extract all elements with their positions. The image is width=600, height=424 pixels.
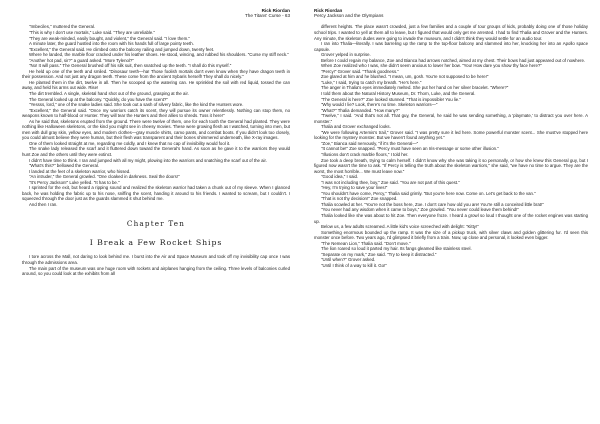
paragraph: I tore across the Mall, not daring to look behind me. I burst into the Air and Space Museum and took off my invisibility cap once I was through the admissions area. xyxy=(22,254,290,265)
paragraph: "Twelve," I said. "And that's not all. That guy, the General, he said he was sending something, a 'playmate,' to distract you over here. A monster." xyxy=(314,113,588,124)
right-page xyxy=(300,0,600,424)
paragraph: Zoe glared at him and he blushed. "I mean, um, gosh. You're not supposed to be here!" xyxy=(321,74,489,80)
paragraph: "Until I think of a way to kill it. Go!" xyxy=(321,262,387,268)
paragraph: "I was not including thee, boy," Zoe said. "You are not part of this quest." xyxy=(321,179,460,185)
paragraph: I told them about the Natural History Museum, Dr. Thorn, Luke, and the General. xyxy=(321,90,476,96)
paragraph: Before I could regain my balance, Zoe and Bianca had arrows notched, aimed at my chest. Their bows had just appeared out of nowhere. xyxy=(321,57,586,63)
paragraph: "You shouldn't have come, Percy," Thalia said grimly. "But you're here now. Come on. Let's get back to the van." xyxy=(321,190,536,196)
paragraph: The lion roared so loud it parted my hair. Its fangs gleamed like stainless steel. xyxy=(321,246,472,252)
right-header-book: Percy Jackson and the Olympians xyxy=(314,13,384,19)
paragraph: I ran into Thalia—literally. I was barreling up the ramp to the top-floor balcony and slammed into her, knocking her into an Apollo space capsule. xyxy=(314,41,588,52)
paragraph: different heights. The place wasn't crowded, just a few families and a couple of tour groups of kids, probably doing one of those holiday school trips. I wanted to yell at them all to leave, but I figured that would only get me arrested. I had to find Thalia and Grover and the Hunters. Any minute, the skeleton dudes were going to invade the museum, and I didn't think they would settle for an audio tour. xyxy=(314,24,588,41)
paragraph: "Imbeciles," muttered the General. xyxy=(29,24,96,30)
paragraph: "No! It will pass." The General brushed off his silk suit, then snatched up the teeth. "I shall do this myself." xyxy=(29,63,232,69)
paragraph: A minute later, the guard hustled into the room with his hands full of large pointy teeth. xyxy=(29,41,194,47)
paragraph: The General looked up at the balcony. "Quickly, do you have the scent?" xyxy=(29,96,168,102)
paragraph: "An intruder," the General growled. "One cloaked in darkness. Seal the doors!" xyxy=(29,174,180,180)
paragraph: The main part of the museum was one huge room with rockets and airplanes hanging from the ceiling. Three levels of balconies curled around, so you could look at the exhibits from all xyxy=(22,265,290,277)
paragraph: "Yessss, lord," one of the snake ladies said. She took out a sash of silvery fabric, like the kind the Hunters wore. xyxy=(29,102,244,108)
right-page-header xyxy=(314,8,588,18)
paragraph: "Separate on my mark," Zoe said. "Try to keep it distracted." xyxy=(321,251,437,257)
paragraph: "You never had any wisdom when it came to boys," Zoe growled. "You never could leave them behind!" xyxy=(321,207,519,213)
paragraph: "What's this?" bellowed the General. xyxy=(29,163,100,169)
right-header-author: Rick Riordan xyxy=(314,8,343,13)
left-page-header xyxy=(22,8,290,18)
paragraph: "Another hot pad, sir?" a guard asked. "More Tylenol?" xyxy=(29,57,134,63)
paragraph: He planted them in the dirt, twelve in all. Then he scooped up the watering can. He sprinkled the soil with red liquid, tossed the can away, and held his arms out wide. Rise! xyxy=(22,79,290,91)
paragraph: "We were following Artemis's trail," Grover said. "I was pretty sure it led here. Some powerful monster scent... She must've stopped here looking for the mystery monster. But we haven't found anything yet." xyxy=(314,129,588,141)
left-header-author: Rick Riordan xyxy=(261,8,290,13)
paragraph: "The General is here?" Zoe looked stunned. "That is impossible! You lie." xyxy=(321,96,461,102)
paragraph: The dirt trembled. A single, skeletal hand shot out of the ground, grasping at the air. xyxy=(29,90,189,96)
left-header-book: The Titans' Curse - 63 xyxy=(244,13,290,19)
paragraph: I landed at the feet of a skeleton warrior, who hissed. xyxy=(29,168,131,174)
left-page-text-after-chapter xyxy=(22,254,290,276)
left-page-text-before-chapter xyxy=(22,24,290,207)
paragraph: Thalia scowled at her. "You're not the boss here, Zoe. I don't care how old you are! You're still a conceited little brat!" xyxy=(321,201,544,207)
paragraph: "It cannot be!" Zoe snapped. "Percy must have seen an Iris-message or some other illusion." xyxy=(321,146,499,152)
paragraph: Thalia looked like she was about to hit Zoe. Then everyone froze. I heard a growl so loud I thought one of the rocket engines was starting up. xyxy=(314,213,588,224)
paragraph: "Excellent," the General said. He climbed onto the balcony railing and jumped down, twenty feet. xyxy=(29,46,215,52)
paragraph: "It's Percy Jackson!" Luke yelled. "It has to be." xyxy=(29,179,120,185)
paragraph: "Good idea," I said. xyxy=(321,174,359,180)
paragraph: I didn't have time to think. I ran and jumped with all my might, plowing into the warriors and snatching the scarf out of the air. xyxy=(29,157,267,163)
paragraph: "This is why I don't use mortals," Luke said. "They are unreliable." xyxy=(29,29,156,35)
paragraph: "Illusions don't crack marble floors," I told her. xyxy=(321,151,409,157)
paragraph: "Percy!" Grover said. "Thank goodness." xyxy=(321,68,399,74)
paragraph: And then I ran. xyxy=(29,201,58,207)
paragraph: Something enormous bounded up the ramp. It was the size of a pickup truck, with silver claws and golden glittering fur. I'd seen this monster once before. Two years ago, I'd glimpsed it briefly from a train. Now, up close and personal, it looked even bigger. xyxy=(314,229,588,241)
paragraph: "Luke," I said, trying to catch my breath. "He's here." xyxy=(321,79,422,85)
chapter-title: I Break a Few Rocket Ships xyxy=(89,238,223,248)
paragraph: "Hey, I'm trying to save your lives!" xyxy=(321,185,388,191)
paragraph: "Why would I lie? Look, there's no time. Skeleton warriors—" xyxy=(321,102,438,108)
paragraph: "That is not thy decision!" Zoe snapped. xyxy=(321,196,398,202)
paragraph: I sprinted for the exit, but heard a ripping sound and realized the skeleton warrior had taken a chunk out of my sleeve. When I glanced back, he was holding the fabric up to his nose, sniffing the scent, handing it around to his friends. I wanted to scream, but I couldn't. I squeezed through the door just as the guards slammed it shut behind me. xyxy=(22,185,290,202)
paragraph: He held up one of the teeth and smiled. "Dinosaur teeth—ha! Those foolish mortals don't even know when they have dragon teeth in their possession. And not just any dragon teeth. These come from the ancient Sybaris herself! They shall do nicely." xyxy=(22,68,290,80)
paragraph: The anger in Thalia's eyes immediately melted. She put her hand on her silver bracelet. "Where?" xyxy=(321,85,509,91)
paragraph: "Zoe," Bianca said nervously, "if it's the General—" xyxy=(321,140,419,146)
paragraph: "What?" Thalia demanded. "How many?" xyxy=(321,107,400,113)
paragraph: As he said that, skeletons erupted from the ground. There were twelve of them, one for each tooth the General had planted. They were nothing like Halloween skeletons, or the kind you might see in cheesy movies. These were growing flesh as I watched, turning into men, but men with dull gray skin, yellow eyes, and modern clothes—gray muscle shirts, camo pants, and combat boots. If you didn't look too closely, you could almost believe they were human, but their flesh was transparent and their bones shimmered underneath, like X-ray images. xyxy=(22,118,290,141)
paragraph: "Until when?" Grover asked. xyxy=(321,257,376,263)
right-page-text xyxy=(314,24,588,268)
chapter-heading xyxy=(22,219,290,247)
paragraph: Where he landed, the marble floor cracked under his leather shoes. He stood, wincing, and rubbed his shoulders. "Curse my stiff neck." xyxy=(29,52,289,58)
paragraph: The snake lady released the scarf and it fluttered down toward the General's hand. As soon as he gave it to the warriors they would hunt Zoe and the others until they were extinct. xyxy=(22,146,290,157)
paragraph: When Zoe realized who I was, she didn't seem anxious to lower her bow. "You! How dare you show thy face here?" xyxy=(321,63,542,69)
paragraph: Below us, a few adults screamed. A little kid's voice screeched with delight: "Kitty!" xyxy=(321,224,479,230)
paragraph: "They are weak-minded, easily bought, and violent," the General said. "I love them." xyxy=(29,35,190,41)
paragraph: One of them looked straight at me, regarding me coldly, and I knew that no cap of invisibility would fool it. xyxy=(29,140,231,146)
paragraph: Zoe took a deep breath, trying to calm herself. I didn't know why she was taking it so personally, or how she knew this General guy, but I figured now wasn't the time to ask. "If Percy is telling the truth about the skeleton warriors," she said, "we have no time to argue. They are the worst, the most horrible... We must leave now." xyxy=(314,157,588,174)
paragraph: Thalia and Grover exchanged looks. xyxy=(321,124,391,130)
chapter-number: Chapter Ten xyxy=(126,219,186,229)
paragraph: Grover yelped in surprise. xyxy=(321,52,371,58)
paragraph: "Excellent," the General said. "Once my warriors catch its scent, they will pursue its owner relentlessly. Nothing can stop them, no weapons known to half-blood or Hunter. They will tear the Hunters and their allies to shreds. Toss it here!" xyxy=(22,107,290,119)
paragraph: "The Nemean Lion," Thalia said. "Don't move." xyxy=(321,240,411,246)
